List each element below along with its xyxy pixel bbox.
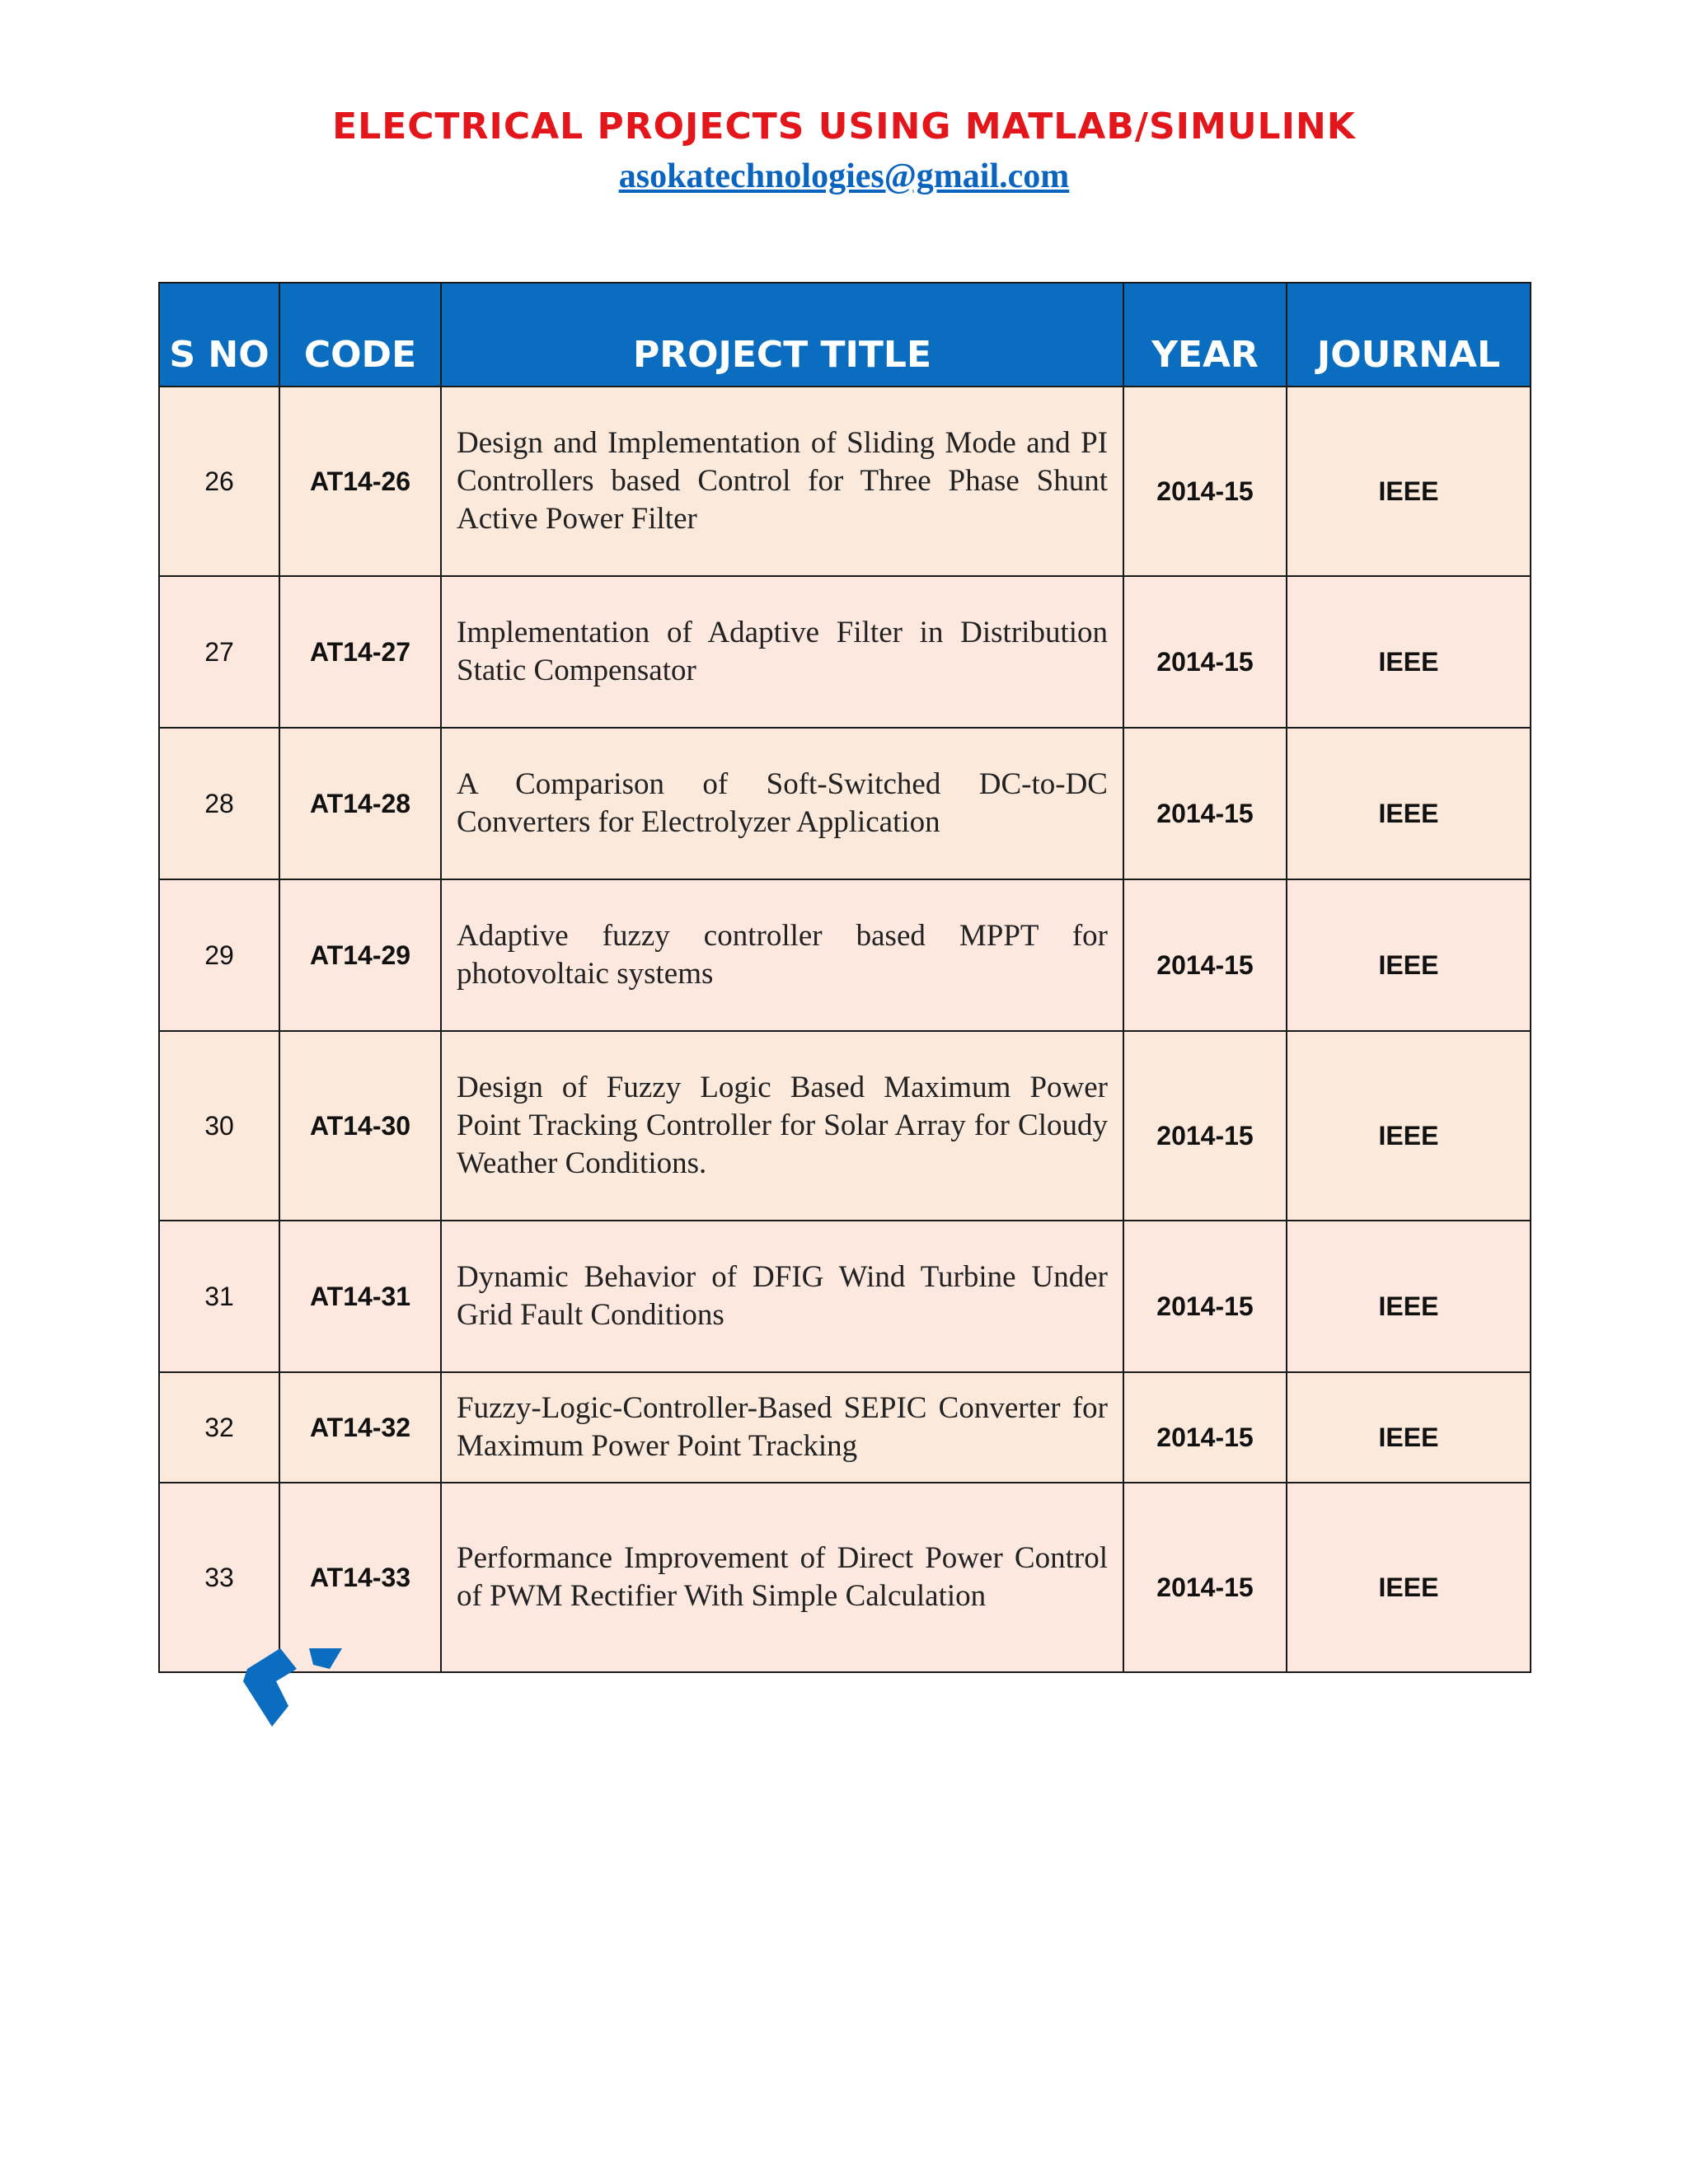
table-row: [159, 879, 1531, 1031]
cell-year: 2014-15: [1123, 1221, 1287, 1372]
cell-journal: IEEE: [1287, 1483, 1531, 1672]
cell-year: 2014-15: [1123, 1031, 1287, 1221]
column-header-sno: S NO: [159, 283, 279, 387]
column-header-journal: JOURNAL: [1287, 283, 1531, 387]
table-header-row: [159, 283, 1531, 387]
table-row: [159, 1372, 1531, 1483]
cell-code: AT14-28: [279, 728, 441, 879]
cell-title: Fuzzy-Logic-Controller-Based SEPIC Converter for Maximum Power Point Tracking: [441, 1372, 1123, 1483]
cell-sno: 32: [159, 1372, 279, 1483]
cell-title: Performance Improvement of Direct Power Control of PWM Rectifier With Simple Calculation: [441, 1483, 1123, 1672]
page-title: ELECTRICAL PROJECTS USING MATLAB/SIMULINK: [332, 105, 1356, 148]
cell-code: AT14-32: [279, 1372, 441, 1483]
cell-journal: IEEE: [1287, 728, 1531, 879]
cell-code: AT14-26: [279, 387, 441, 576]
projects-table: [158, 282, 1531, 1673]
cell-journal: IEEE: [1287, 1221, 1531, 1372]
cell-sno: 30: [159, 1031, 279, 1221]
cell-code: AT14-33: [279, 1483, 441, 1672]
cell-title: Design and Implementation of Sliding Mode and PI Controllers based Control for Three Phase Shunt Active Power Filter: [441, 387, 1123, 576]
cell-journal: IEEE: [1287, 879, 1531, 1031]
cell-sno: 26: [159, 387, 279, 576]
cell-year: 2014-15: [1123, 576, 1287, 728]
cell-sno: 27: [159, 576, 279, 728]
cell-year: 2014-15: [1123, 387, 1287, 576]
blue-arrow-shape-icon: [239, 1648, 346, 1731]
cell-sno: 28: [159, 728, 279, 879]
cell-year: 2014-15: [1123, 728, 1287, 879]
cell-title: Implementation of Adaptive Filter in Distribution Static Compensator: [441, 576, 1123, 728]
table-row: [159, 576, 1531, 728]
column-header-year: YEAR: [1123, 283, 1287, 387]
column-header-code: CODE: [279, 283, 441, 387]
table-row: [159, 387, 1531, 576]
table-row: [159, 728, 1531, 879]
cell-journal: IEEE: [1287, 1372, 1531, 1483]
cell-code: AT14-30: [279, 1031, 441, 1221]
cell-year: 2014-15: [1123, 1372, 1287, 1483]
cell-year: 2014-15: [1123, 1483, 1287, 1672]
column-header-title: PROJECT TITLE: [441, 283, 1123, 387]
cell-sno: 31: [159, 1221, 279, 1372]
cell-title: Adaptive fuzzy controller based MPPT for photovoltaic systems: [441, 879, 1123, 1031]
table-row: [159, 1221, 1531, 1372]
cell-title: A Comparison of Soft-Switched DC-to-DC Converters for Electrolyzer Application: [441, 728, 1123, 879]
cell-year: 2014-15: [1123, 879, 1287, 1031]
cell-sno: 33: [159, 1483, 279, 1672]
cell-title: Design of Fuzzy Logic Based Maximum Power Point Tracking Controller for Solar Array for Cloudy Weather Conditions.: [441, 1031, 1123, 1221]
cell-journal: IEEE: [1287, 1031, 1531, 1221]
projects-table-container: [158, 282, 1531, 1673]
table-row: [159, 1031, 1531, 1221]
cell-code: AT14-31: [279, 1221, 441, 1372]
cell-sno: 29: [159, 879, 279, 1031]
cell-code: AT14-27: [279, 576, 441, 728]
cell-journal: IEEE: [1287, 576, 1531, 728]
cell-code: AT14-29: [279, 879, 441, 1031]
table-row: [159, 1483, 1531, 1672]
cell-title: Dynamic Behavior of DFIG Wind Turbine Under Grid Fault Conditions: [441, 1221, 1123, 1372]
email-link[interactable]: asokatechnologies@gmail.com: [618, 157, 1070, 195]
cell-journal: IEEE: [1287, 387, 1531, 576]
